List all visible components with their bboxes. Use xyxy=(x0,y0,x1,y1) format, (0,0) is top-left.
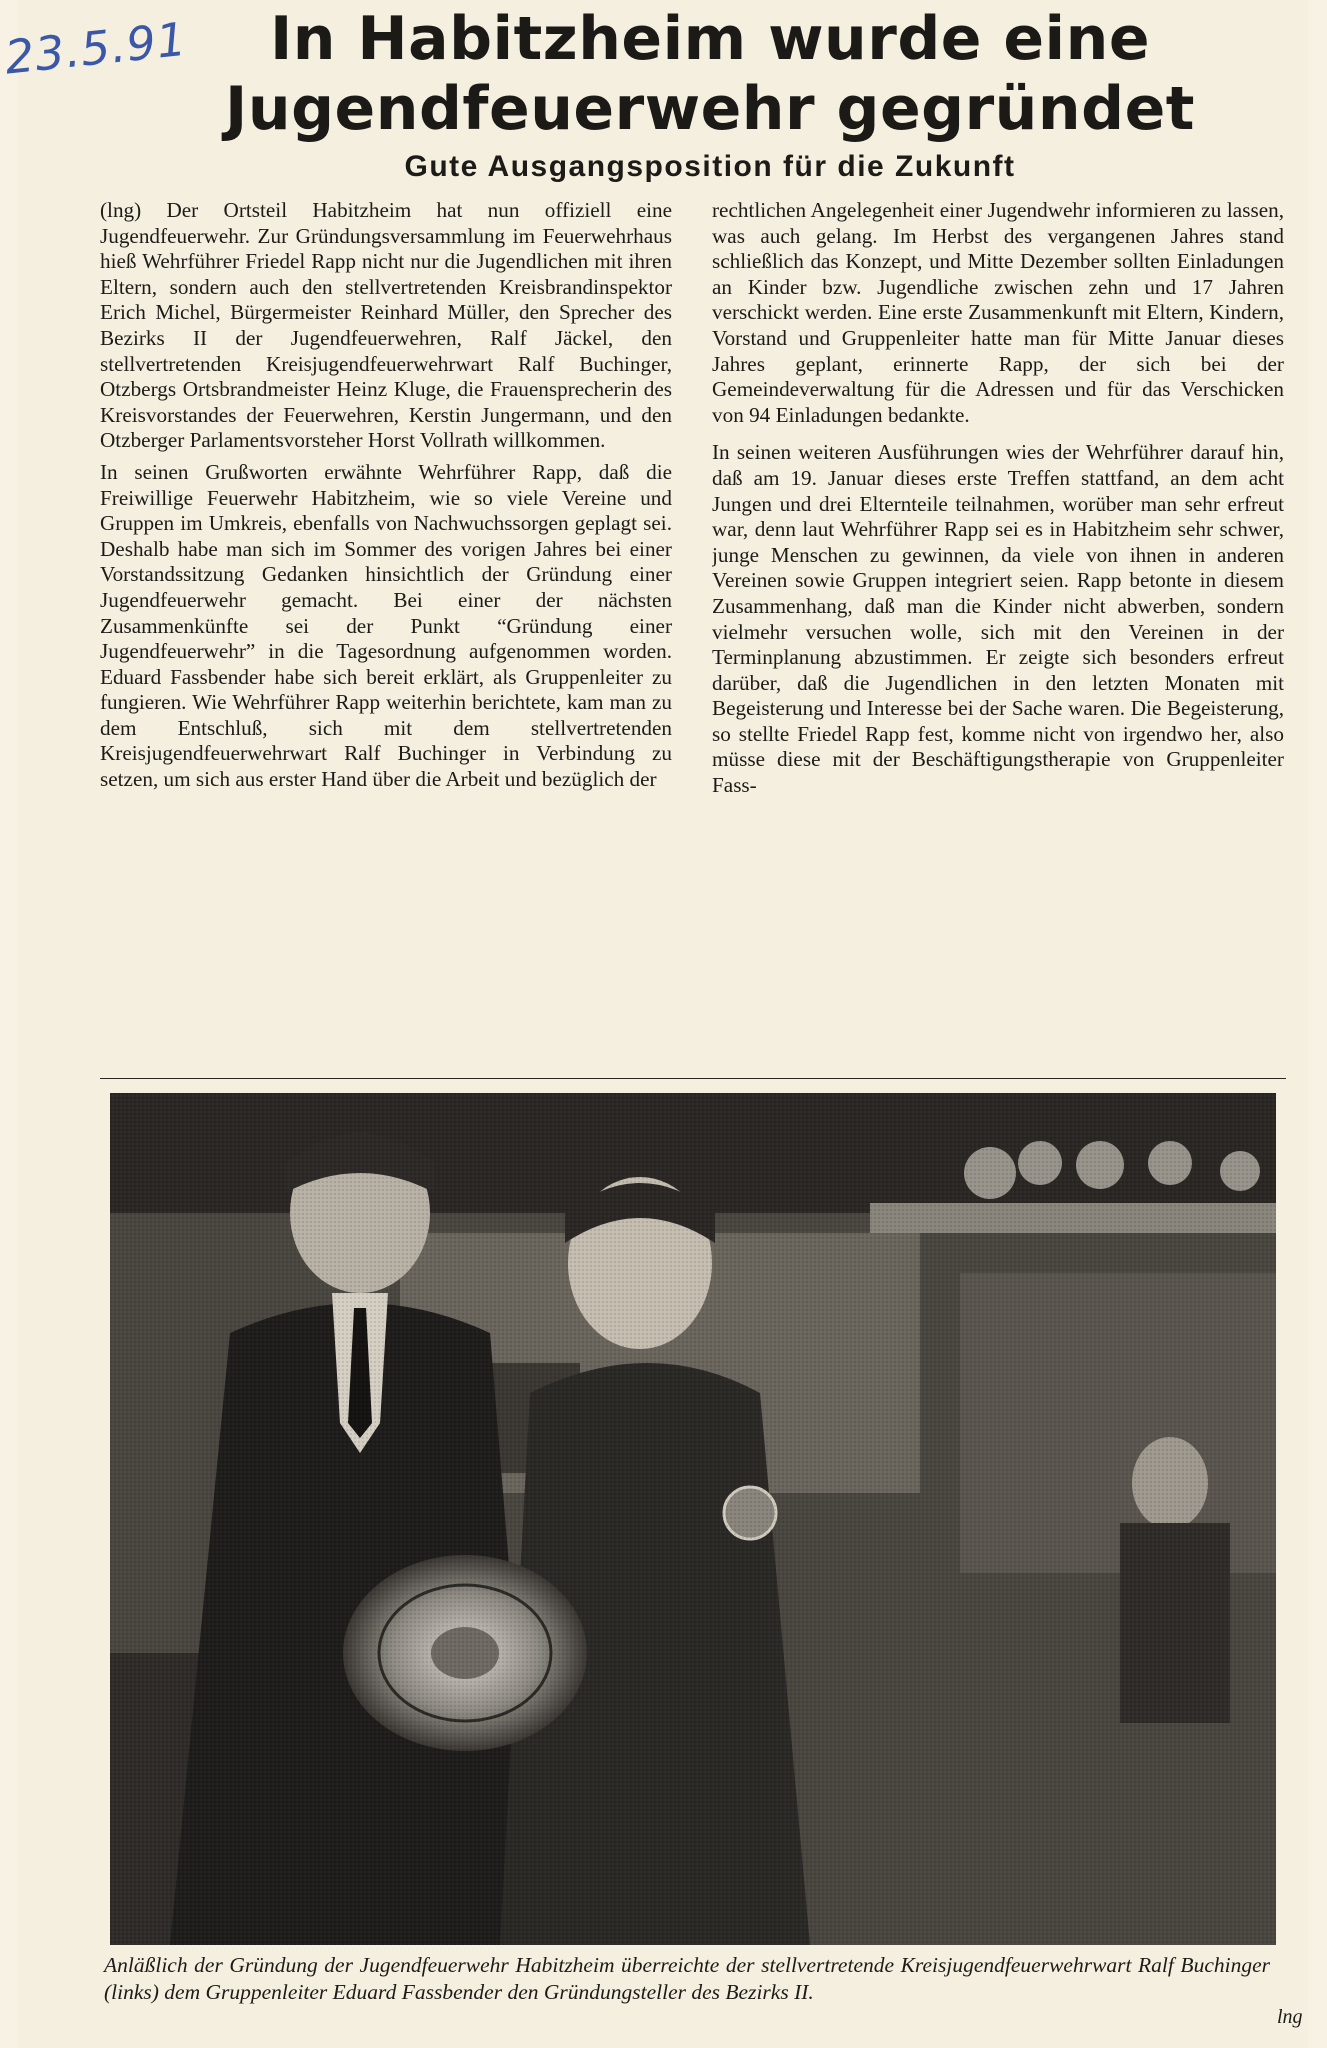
subheadline: Gute Ausgangsposition für die Zukunft xyxy=(404,150,1016,183)
right-column xyxy=(712,198,1284,1078)
paragraph: In seinen Grußworten erwähnte Wehrführer Rapp, daß die Freiwillige Feuerwehr Habitzheim, wie so viele Vereine und Gruppen im Umkreis, ebenfalls von Nachwuchssorgen geplagt sei. Deshalb habe man sich im Sommer des vorigen Jahres bei einer Vorstandssitzung Gedanken hinsichtlich der Gründung einer Jugendfeuerwehr gemacht. Bei einer der nächsten Zusammenkünfte sei der Punkt “Gründung einer Jugendfeuerwehr” in die Tagesordnung aufgenommen worden. Eduard Fassbender habe sich bereit erklärt, als Gruppenleiter zu fungieren. Wie Wehrführer Rapp weiterhin berichtete, kam man zu dem Entschluß, sich mit dem stellvertretenden Kreisjugendfeuerwehrwart Ralf Buchinger in Verbindung zu setzen, um sich aus erster Hand über die Arbeit und bezüglich der xyxy=(100,459,672,792)
paragraph: rechtlichen Angelegenheit einer Jugendwehr informieren zu lassen, was auch gelang. Im Herbst des vergangenen Jahres stand schließlich das Konzept, und Mitte Dezember sollten Einladungen an Kinder bzw. Jugendliche zwischen zehn und 17 Jahren verschickt werden. Eine erste Zusammenkunft mit Eltern, Kindern, Vorstand und Gruppenleiter hatte man für Mitte Januar dieses Jahres geplant, erinnerte Rapp, der sich bei der Gemeindeverwaltung für die Adressen und für das Verschicken von 94 Einladungen bedankte. xyxy=(712,198,1284,427)
handwritten-date: 23.5.91 xyxy=(2,11,190,85)
byline: lng xyxy=(1277,2006,1303,2028)
photo-illustration xyxy=(110,1093,1276,1945)
photo-caption: Anläßlich der Gründung der Jugendfeuerwehr Habitzheim überreichte der stellvertretende Kreisjugendfeuerwehrwart Ralf Buchinger (links) dem Gruppenleiter Eduard Fassbender den Gründungsteller des Bezirks II. xyxy=(104,1953,1270,2004)
article-photo xyxy=(110,1093,1276,1945)
article-body xyxy=(100,198,1286,1078)
left-column xyxy=(100,198,672,1078)
headline: In Habitzheim wurde eine Jugendfeuerwehr gegründet xyxy=(225,4,1195,144)
paragraph: (lng) Der Ortsteil Habitzheim hat nun offiziell eine Jugendfeuerwehr. Zur Gründungsversammlung im Feuerwehrhaus hieß Wehrführer Friedel Rapp nicht nur die Jugendlichen mit ihren Eltern, sondern auch den stellvertretenden Kreisbrandinspektor Erich Michel, Bürgermeister Reinhard Müller, den Sprecher des Bezirks II der Jugendfeuerwehren, Ralf Jäckel, den stellvertretenden Kreisjugendfeuerwehrwart Ralf Buchinger, Otzbergs Ortsbrandmeister Heinz Kluge, die Frauensprecherin des Kreisvorstandes der Feuerwehren, Kerstin Jungermann, und den Otzberger Parlamentsvorsteher Horst Vollrath willkommen. xyxy=(100,198,672,453)
paragraph: In seinen weiteren Ausführungen wies der Wehrführer darauf hin, daß am 19. Januar dieses erste Treffen stattfand, an dem acht Jungen und drei Elternteile teilnahmen, worüber man sehr erfreut war, denn laut Wehrführer Rapp sei es in Habitzheim sehr schwer, junge Menschen zu gewinnen, da viele von ihnen in anderen Vereinen sowie Gruppen integriert seien. Rapp betonte in diesem Zusammenhang, daß man die Kinder nicht abwerben, sondern vielmehr versuchen wolle, sich mit den Vereinen in der Terminplanung abzustimmen. Er zeigte sich besonders erfreut darüber, daß die Jugendlichen in den letzten Monaten mit Begeisterung und Interesse bei der Sache waren. Die Begeisterung, so stellte Friedel Rapp fest, komme nicht von irgendwo her, also müsse diese mit der Beschäftigungstherapie von Gruppenleiter Fass- xyxy=(712,440,1284,798)
divider-rule xyxy=(100,1078,1286,1079)
